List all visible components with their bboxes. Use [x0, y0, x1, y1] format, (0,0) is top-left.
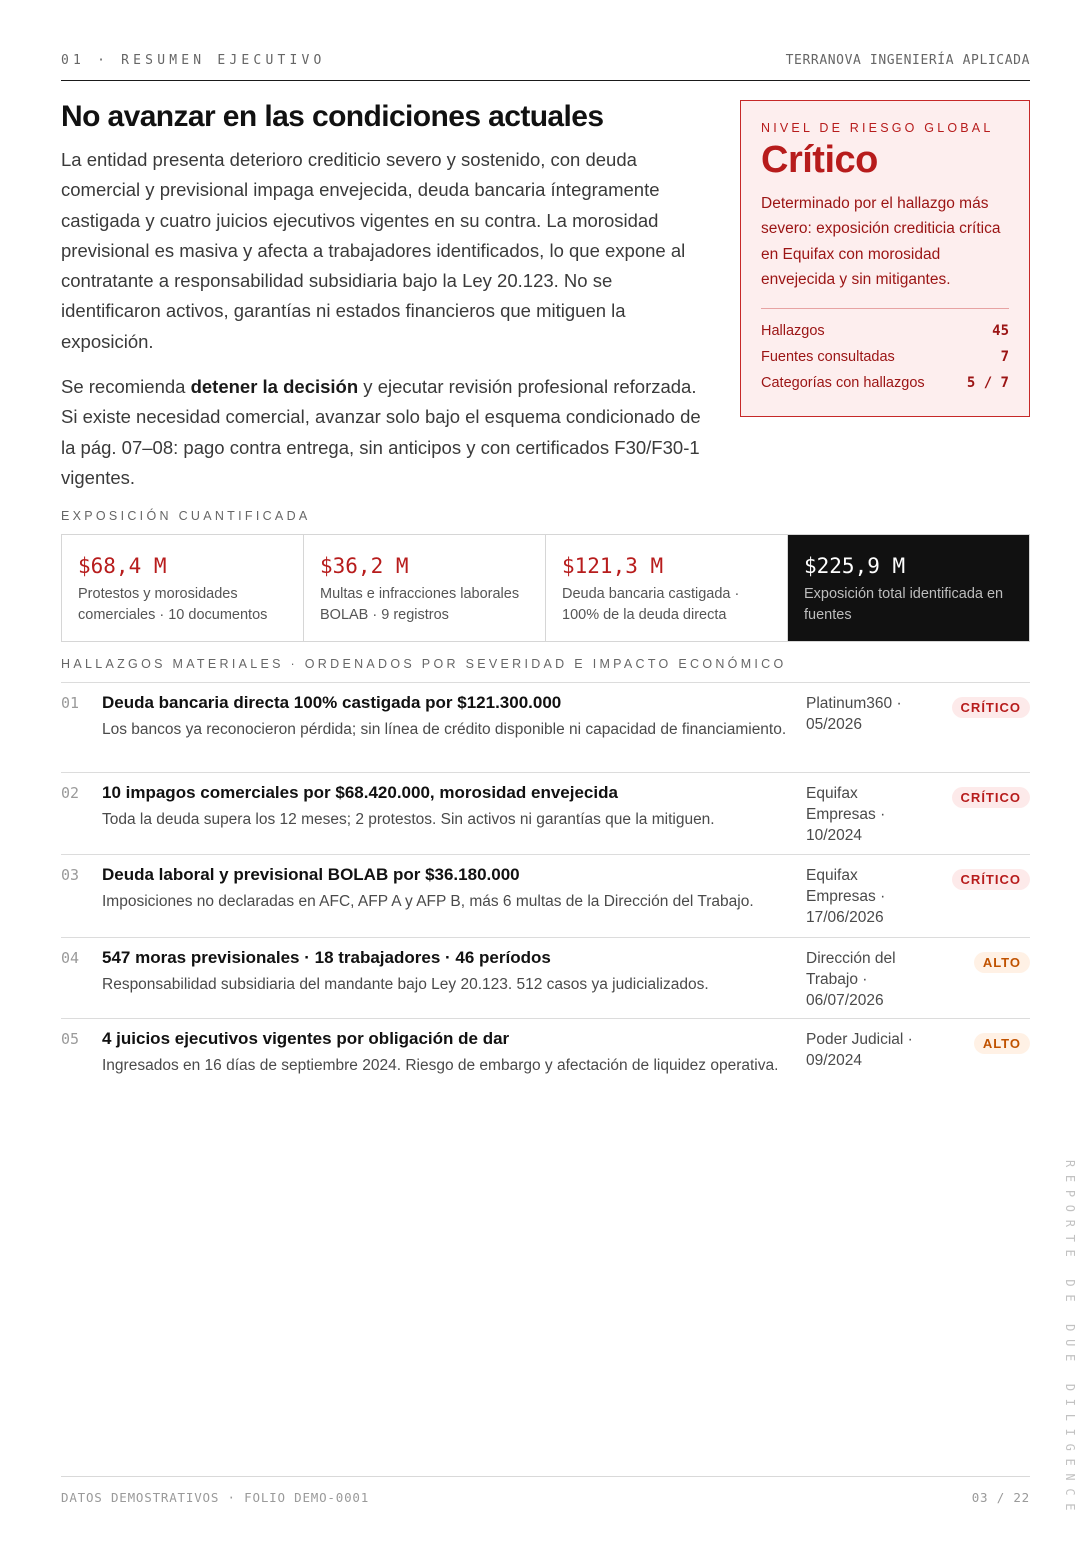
finding-row: [61, 682, 1030, 772]
finding-source: Equifax Empresas · 10/2024: [806, 785, 886, 844]
exposure-section-label: EXPOSICIÓN CUANTIFICADA: [61, 509, 311, 523]
page-footer: [61, 1476, 1030, 1506]
exposure-amount: $121,3 M: [562, 554, 664, 578]
summary-recommendation-emphasis: detener la decisión: [190, 376, 359, 397]
page-title: No avanzar en las condiciones actuales: [61, 100, 604, 133]
finding-number: 03: [61, 866, 80, 884]
severity-badge: ALTO: [974, 952, 1030, 973]
exposure-description: Deuda bancaria castigada · 100% de la deuda directa: [562, 586, 740, 623]
company-name: TERRANOVA INGENIERÍA APLICADA: [785, 53, 1030, 68]
risk-stat-label: Fuentes consultadas: [761, 349, 895, 366]
exposure-card-total: [788, 535, 1029, 641]
finding-source: Dirección del Trabajo · 06/07/2026: [806, 950, 896, 1009]
page-number: 03 / 22: [971, 1490, 1030, 1505]
risk-stat-value: 7: [1000, 349, 1009, 366]
finding-description: Responsabilidad subsidiaria del mandante bajo Ley 20.123. 512 casos ya judicializados.: [102, 976, 709, 993]
summary-paragraph-2: [61, 372, 711, 493]
finding-source: Poder Judicial · 09/2024: [806, 1031, 913, 1069]
risk-stat-sources: [761, 344, 1009, 370]
risk-divider: [761, 308, 1009, 309]
section-label-header: 01 · RESUMEN EJECUTIVO: [61, 53, 326, 68]
exposure-description: Exposición total identificada en fuentes: [804, 586, 1004, 623]
finding-description: Imposiciones no declaradas en AFC, AFP A y AFP B, más 6 multas de la Dirección del Trabajo.: [102, 893, 754, 910]
summary-paragraph-2-end: y ejecutar revisión profesional reforzada. Si existe necesidad comercial, avanzar solo bajo el esquema condicionado de la pág. 07–08: pago contra entrega, sin anticipos y con certificados F30/F30-1 vigentes.: [61, 376, 701, 488]
risk-stat-findings: [761, 318, 1009, 344]
finding-number: 02: [61, 784, 80, 802]
risk-level: Crítico: [761, 139, 878, 181]
findings-list: [61, 682, 1030, 1108]
risk-stats: [761, 318, 1009, 396]
exposure-description: Protestos y morosidades comerciales · 10 documentos: [78, 586, 268, 623]
finding-number: 05: [61, 1030, 80, 1048]
finding-description: Los bancos ya reconocieron pérdida; sin línea de crédito disponible ni capacidad de financiamiento.: [102, 721, 787, 738]
finding-row: [61, 1018, 1030, 1108]
finding-source: Equifax Empresas · 17/06/2026: [806, 867, 886, 926]
finding-row: [61, 937, 1030, 1018]
finding-number: 04: [61, 949, 80, 967]
finding-title: 10 impagos comerciales por $68.420.000, morosidad envejecida: [102, 783, 618, 802]
side-report-label: REPORTE DE DUE DILIGENCE: [1063, 1160, 1077, 1519]
exposure-amount: $36,2 M: [320, 554, 409, 578]
finding-number: 01: [61, 694, 80, 712]
exposure-cards: [61, 534, 1030, 642]
finding-description: Ingresados en 16 días de septiembre 2024. Riesgo de embargo y afectación de liquidez operativa.: [102, 1057, 779, 1074]
risk-description: Determinado por el hallazgo más severo: exposición crediticia crítica en Equifax con morosidad envejecida y sin mitigantes.: [761, 195, 1001, 288]
exposure-card-bank: [546, 535, 788, 641]
severity-badge: CRÍTICO: [952, 869, 1030, 890]
finding-title: 547 moras previsionales · 18 trabajadores · 46 períodos: [102, 948, 551, 967]
finding-source: Platinum360 · 05/2026: [806, 695, 902, 733]
exposure-card-commercial: [62, 535, 304, 641]
finding-row: [61, 772, 1030, 854]
risk-stat-value: 5 / 7: [966, 375, 1009, 392]
finding-title: 4 juicios ejecutivos vigentes por obligación de dar: [102, 1029, 510, 1048]
severity-badge: CRÍTICO: [952, 697, 1030, 718]
exposure-amount: $225,9 M: [804, 554, 906, 578]
finding-title: Deuda laboral y previsional BOLAB por $36.180.000: [102, 865, 520, 884]
risk-stat-value: 45: [992, 323, 1009, 340]
global-risk-box: [740, 100, 1030, 417]
summary-paragraph-1: La entidad presenta deterioro crediticio severo y sostenido, con deuda comercial y previsional impaga envejecida, deuda bancaria íntegramente castigada y cuatro juicios ejecutivos vigentes en su contra. La morosidad previsional es masiva y afecta a trabajadores identificados, lo que expone al contratante a responsabilidad subsidiaria bajo la Ley 20.123. No se identificaron activos, garantías ni estados financieros que mitiguen la exposición.: [61, 149, 686, 352]
finding-title: Deuda bancaria directa 100% castigada por $121.300.000: [102, 693, 562, 712]
risk-stat-label: Hallazgos: [761, 323, 825, 340]
finding-description: Toda la deuda supera los 12 meses; 2 protestos. Sin activos ni garantías que la mitiguen.: [102, 811, 715, 828]
severity-badge: ALTO: [974, 1033, 1030, 1054]
footer-folio: DATOS DEMOSTRATIVOS · FOLIO DEMO-0001: [61, 1490, 370, 1505]
findings-section-label: HALLAZGOS MATERIALES · ORDENADOS POR SEVERIDAD E IMPACTO ECONÓMICO: [61, 657, 787, 671]
exposure-description: Multas e infracciones laborales BOLAB · 9 registros: [320, 586, 520, 623]
summary-paragraph-2-start: Se recomienda: [61, 376, 191, 397]
risk-stat-label: Categorías con hallazgos: [761, 375, 925, 392]
finding-row: [61, 854, 1030, 937]
page-header: [61, 53, 1030, 81]
exposure-amount: $68,4 M: [78, 554, 167, 578]
risk-stat-categories: [761, 370, 1009, 396]
exposure-card-labor: [304, 535, 546, 641]
severity-badge: CRÍTICO: [952, 787, 1030, 808]
risk-label: NIVEL DE RIESGO GLOBAL: [761, 121, 994, 135]
